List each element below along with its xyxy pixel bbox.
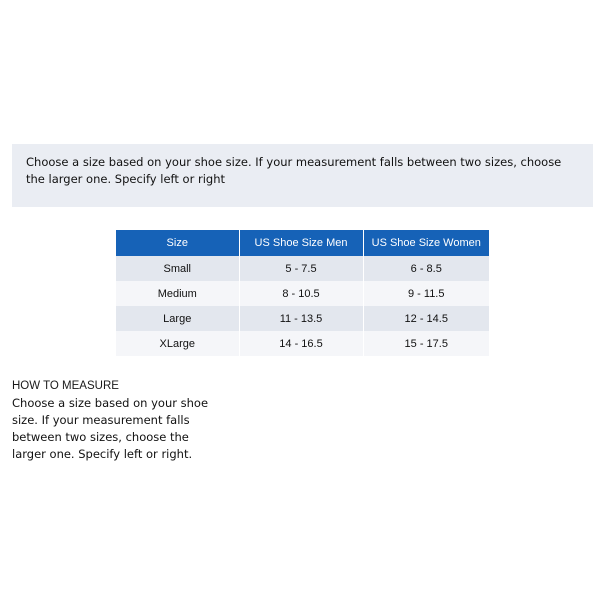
how-to-measure-title: HOW TO MEASURE	[12, 380, 119, 392]
how-to-measure-text: Choose a size based on your shoe size. If your measurement falls between two sizes, choose the larger one. Specify left or right.	[12, 396, 209, 461]
cell-us-women: 6 - 8.5	[363, 256, 489, 281]
cell-us-men: 8 - 10.5	[239, 281, 363, 306]
header-us-women: US Shoe Size Women	[363, 230, 489, 256]
cell-size: XLarge	[116, 331, 239, 356]
cell-size: Large	[116, 306, 239, 331]
table-row	[116, 281, 489, 306]
cell-size: Medium	[116, 281, 239, 306]
size-guidance-text: Choose a size based on your shoe size. If your measurement falls between two sizes, choose the larger one. Specify left or right	[26, 155, 562, 186]
cell-us-women: 9 - 11.5	[363, 281, 489, 306]
header-us-men: US Shoe Size Men	[239, 230, 363, 256]
cell-us-women: 15 - 17.5	[363, 331, 489, 356]
table-row	[116, 331, 489, 356]
table-header-row	[116, 230, 489, 256]
size-chart-table	[116, 230, 489, 356]
cell-us-women: 12 - 14.5	[363, 306, 489, 331]
table-row	[116, 256, 489, 281]
how-to-measure-section	[12, 378, 212, 463]
cell-us-men: 5 - 7.5	[239, 256, 363, 281]
size-guidance-banner	[12, 144, 593, 207]
cell-us-men: 14 - 16.5	[239, 331, 363, 356]
table-row	[116, 306, 489, 331]
header-size: Size	[116, 230, 239, 256]
cell-size: Small	[116, 256, 239, 281]
cell-us-men: 11 - 13.5	[239, 306, 363, 331]
